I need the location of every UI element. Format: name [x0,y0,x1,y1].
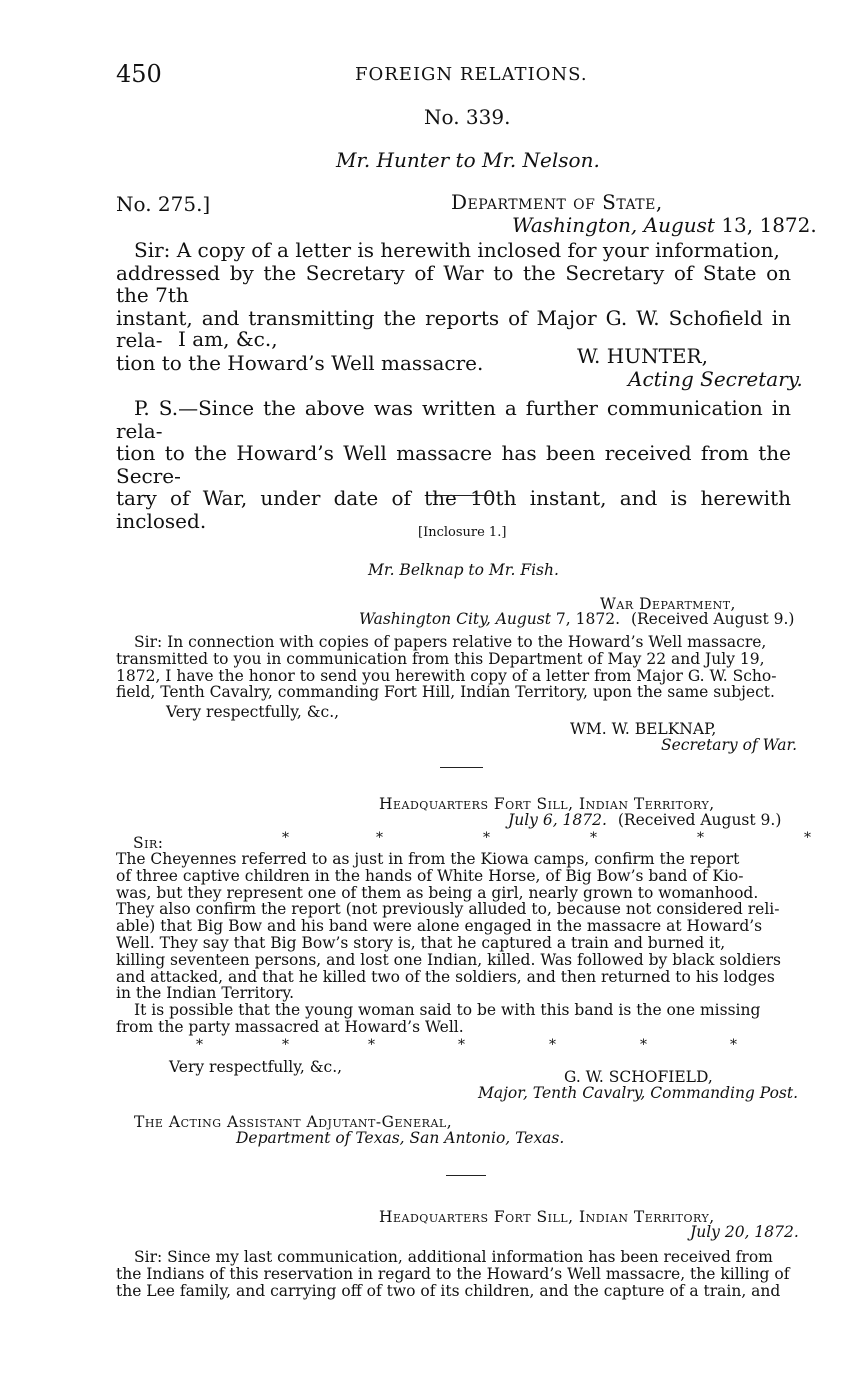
star: * [376,830,383,846]
star: * [590,830,597,846]
ps-line: tion to the Howard’s Well massacre has been received from the Secre- [116,441,791,488]
body-line: from the party massacred at Howard’s Well. [116,1017,464,1036]
body-line: field, Tenth Cavalry, commanding Fort Hill, Indian Territory, upon the same subject. [116,683,775,702]
ellipsis-stars [0,830,859,846]
body-line: the Lee family, and carrying off of two of its children, and the capture of a train, and [116,1281,781,1300]
department-heading: Department of State, [451,190,663,214]
section-divider [430,495,494,496]
signer-title: Secretary of War. [661,736,798,754]
dateline-place: Washington, August [512,213,715,237]
letter-dateline [508,812,781,830]
dateline-date: July 6, 1872. [508,811,607,829]
dateline-date: 13, 1872. [721,213,817,237]
letter-heading: Headquarters Fort Sill, Indian Territory, [379,1208,715,1226]
body-line: in the Indian Territory. [116,984,294,1003]
inclosure-title: Mr. Belknap to Mr. Fish. [368,561,559,579]
body-line: was, but they represent one of them as being a girl, nearly grown to womanhood. [116,883,759,902]
war-department-heading: War Department, [600,595,736,613]
page-number: 450 [116,60,162,88]
received-note: (Received August 9.) [630,610,795,628]
running-title: FOREIGN RELATIONS. [355,64,588,85]
letter-dateline: July 20, 1872. [690,1223,799,1241]
document-number: No. 339. [424,105,511,129]
dateline [512,214,817,237]
closing: Very respectfully, &c., [166,703,340,721]
signer-title: Major, Tenth Cavalry, Commanding Post. [478,1084,799,1102]
signer-name: W. HUNTER, [577,344,708,368]
closing: Very respectfully, &c., [169,1058,343,1076]
inclosure-label: [Inclosure 1.] [418,525,507,540]
star: * [483,830,490,846]
body-line: Sir: Since my last communication, additional information has been received from [134,1248,773,1266]
star: * [697,830,704,846]
letter-heading: Headquarters Fort Sill, Indian Territory, [379,795,715,813]
addressee: The Acting Assistant Adjutant-General, [134,1113,453,1131]
section-divider [440,767,483,768]
inclosure-body [116,634,810,701]
star: * [804,830,811,846]
letter-body [116,851,810,1036]
body-line: the Indians of this reservation in regard to the Howard’s Well massacre, the killing of [116,1264,790,1283]
postscript [116,397,791,532]
signer-name: G. W. SCHOFIELD, [564,1068,713,1086]
body-line: They also confirm the report (not previously alluded to, because not considered reli- [116,900,780,919]
body-line: instant, and transmitting the reports of Major G. W. Schofield in rela- [116,305,791,352]
body-line: 1872, I have the honor to send you herewith copy of a letter from Major G. W. Scho- [116,666,777,685]
star: * [549,1037,556,1053]
star: * [730,1037,737,1053]
body-line: It is possible that the young woman said to be with this band is the one missing [134,1001,761,1020]
ellipsis-stars [0,1037,859,1053]
section-divider [446,1175,486,1176]
body-line: transmitted to you in communication from this Department of May 22 and July 19, [116,649,765,668]
dateline-place: Washington City, August [359,610,551,628]
salutation: Sir: [133,834,164,852]
star: * [282,830,289,846]
dispatch-number: No. 275.] [116,192,211,216]
dateline-date: 7, 1872. [555,610,620,628]
star: * [640,1037,647,1053]
received-note: (Received August 9.) [617,811,782,829]
body-line: killing seventeen persons, and lost one Indian, killed. Was followed by black soldiers [116,950,782,969]
body-line: able) that Big Bow and his band were alone engaged in the massacre at Howard’s [116,917,763,936]
inclosure-dateline [359,611,794,629]
body-line: tion to the Howard’s Well massacre. [116,350,484,375]
star: * [282,1037,289,1053]
ps-line: P. S.—Since the above was written a further communication in rela- [116,396,791,443]
body-line: of three captive children in the hands of White Horse, of Big Bow’s band of Kio- [116,866,744,885]
closing: I am, &c., [178,327,278,351]
star: * [196,1037,203,1053]
star: * [368,1037,375,1053]
body-line: Sir: In connection with copies of papers relative to the Howard’s Well massacre, [134,633,767,651]
star: * [458,1037,465,1053]
document-title: Mr. Hunter to Mr. Nelson. [336,148,600,172]
body-line: Sir: A copy of a letter is herewith inclosed for your information, [134,238,780,262]
ps-line: tary of War, under date of the 10th instant, and is herewith inclosed. [116,486,791,533]
letter-body [116,1249,810,1299]
body-line: and attacked, and that he killed two of the soldiers, and then returned to his lodges [116,967,775,986]
body-line: Well. They say that Big Bow’s story is, that he captured a train and burned it, [116,933,726,952]
signer-name: WM. W. BELKNAP, [570,720,717,738]
body-line: The Cheyennes referred to as just in from the Kiowa camps, confirm the report [116,850,740,868]
signer-title: Acting Secretary. [628,367,803,391]
body-line: addressed by the Secretary of War to the Secretary of State on the 7th [116,260,791,307]
addressee-line-2: Department of Texas, San Antonio, Texas. [236,1129,565,1147]
